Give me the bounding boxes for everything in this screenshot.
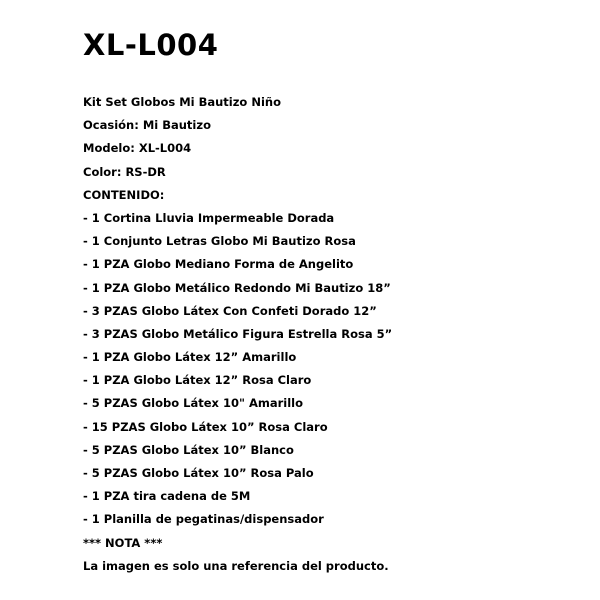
note-text: La imagen es solo una referencia del producto. (83, 558, 389, 573)
color-line: Color: RS-DR (83, 164, 166, 179)
product-description (83, 94, 392, 581)
contents-item: - 1 PZA Globo Látex 12” Amarillo (83, 350, 297, 365)
contents-item: - 5 PZAS Globo Látex 10" Amarillo (83, 396, 303, 411)
contents-item: - 15 PZAS Globo Látex 10” Rosa Claro (83, 419, 328, 434)
contents-item: - 1 PZA Globo Látex 12” Rosa Claro (83, 373, 312, 388)
contents-item: - 5 PZAS Globo Látex 10” Blanco (83, 442, 294, 457)
contents-item: - 1 PZA Globo Metálico Redondo Mi Bautizo 18” (83, 280, 391, 295)
contents-item: - 1 PZA tira cadena de 5M (83, 489, 251, 504)
occasion-line: Ocasión: Mi Bautizo (83, 118, 211, 133)
contents-item: - 1 Cortina Lluvia Impermeable Dorada (83, 210, 335, 225)
product-name-line: Kit Set Globos Mi Bautizo Niño (83, 95, 281, 109)
product-code-title: XL-L004 (83, 28, 219, 62)
contents-item: - 1 Conjunto Letras Globo Mi Bautizo Rosa (83, 234, 356, 249)
model-line: Modelo: XL-L004 (83, 141, 192, 156)
contents-item: - 3 PZAS Globo Metálico Figura Estrella Rosa 5” (83, 326, 393, 341)
contents-item: - 3 PZAS Globo Látex Con Confeti Dorado 12” (83, 303, 377, 318)
contents-heading: CONTENIDO: (83, 187, 165, 202)
contents-item: - 1 PZA Globo Mediano Forma de Angelito (83, 257, 354, 272)
note-heading: *** NOTA *** (83, 535, 163, 550)
contents-item: - 1 Planilla de pegatinas/dispensador (83, 512, 324, 527)
contents-item: - 5 PZAS Globo Látex 10” Rosa Palo (83, 466, 314, 480)
